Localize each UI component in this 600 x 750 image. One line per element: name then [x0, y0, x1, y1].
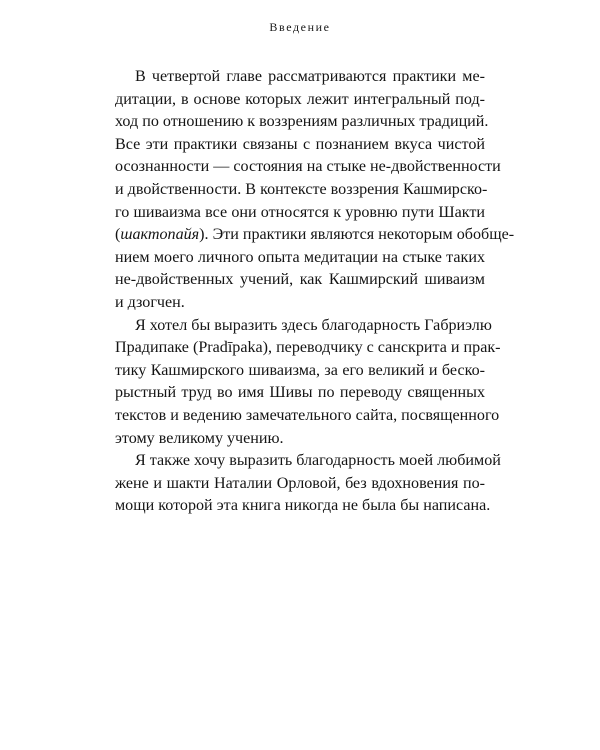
text-line: мощи которой эта книга никогда не была бы написана. [115, 497, 491, 515]
text-line: го шиваизма все они относятся к уровню пути Шакти [115, 203, 485, 221]
text-line: Прадипаке (Pradīpaka), переводчику с санскрита и прак- [115, 339, 501, 357]
text-line: Все эти практики связаны с познанием вкуса чистой [115, 135, 485, 153]
text-line: этому великому учению. [115, 429, 284, 447]
text-line: Я также хочу выразить благодарность моей любимой [135, 452, 501, 470]
text-line [115, 224, 515, 247]
body-text [115, 66, 515, 518]
text-line: В четвертой главе рассматриваются практики ме- [135, 68, 485, 85]
text-run: ( [115, 226, 121, 244]
paragraph [115, 450, 501, 518]
text-line: рыстный труд во имя Шивы по переводу священных [115, 384, 485, 402]
running-head: Введение [269, 20, 331, 34]
text-line: осознанности — состояния на стыке не-двойственности [115, 158, 501, 176]
text-line: и двойственности. В контексте воззрения Кашмирско- [115, 180, 488, 198]
text-line: и дзогчен. [115, 293, 185, 311]
text-line: жене и шакти Наталии Орловой, без вдохновения по- [115, 474, 485, 492]
text-line: текстов и ведению замечательного сайта, посвященного [115, 406, 500, 424]
text-line: ход по отношению к воззрениям различных традиций. [115, 113, 489, 131]
text-line: Я хотел бы выразить здесь благодарность Габриэлю [135, 316, 492, 334]
text-line: дитации, в основе которых лежит интегральный под- [115, 90, 485, 108]
text-line: нием моего личного опыта медитации на стыке таких [115, 248, 485, 266]
text-line: тику Кашмирского шиваизма, за его великий и беско- [115, 361, 485, 379]
paragraph [115, 66, 515, 315]
text-run: ). Эти практики являются некоторым обобще- [199, 226, 515, 244]
text-line: не-двойственных учений, как Кашмирский шиваизм [115, 271, 485, 289]
italic-term: шактопайя [120, 226, 200, 244]
paragraph [115, 315, 501, 451]
